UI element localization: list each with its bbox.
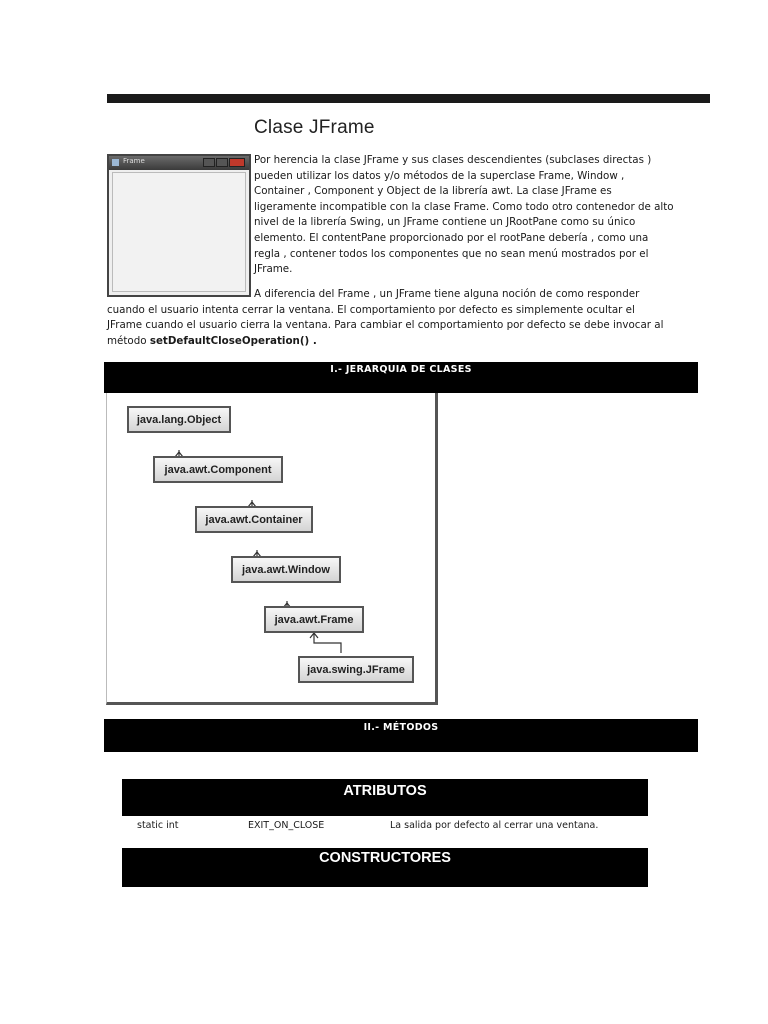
page-title: Clase JFrame — [254, 117, 375, 138]
section-header-methods: II.- MÉTODOS — [104, 719, 698, 752]
minimize-icon — [203, 158, 215, 167]
hierarchy-node: java.awt.Window — [231, 556, 341, 583]
window-title: Frame — [123, 157, 145, 165]
table-row — [122, 816, 648, 848]
attribute-name: EXIT_ON_CLOSE — [248, 820, 325, 831]
table-header-attributes: ATRIBUTOS — [343, 783, 427, 799]
hierarchy-node: java.lang.Object — [127, 406, 231, 433]
attribute-type: static int — [137, 820, 179, 831]
close-behavior-paragraph — [107, 287, 667, 349]
top-rule — [107, 94, 710, 103]
class-hierarchy-diagram — [106, 393, 438, 705]
intro-paragraph: Por herencia la clase JFrame y sus clases descendientes (subclases directas ) pueden utilizar los datos y/o métodos de la superclase Frame, Window , Container , Component y Object de la librería awt. La clase JFrame es ligeramente incompatible con la clase Frame. Como todo otro contenedor de alto nivel de la librería Swing, un JFrame contiene un JRootPane como su único elemento. El contentPane proporcionado por el rootPane debería , como una regla , contener todos los componentes que no sean menú mostrados por el JFrame. — [254, 154, 674, 276]
window-titlebar — [109, 156, 249, 170]
hierarchy-node: java.swing.JFrame — [298, 656, 414, 683]
attributes-table — [122, 779, 648, 887]
hierarchy-node: java.awt.Component — [153, 456, 283, 483]
attribute-description: La salida por defecto al cerrar una ventana. — [390, 820, 599, 831]
hierarchy-node: java.awt.Frame — [264, 606, 364, 633]
close-icon — [229, 158, 245, 167]
section-header-hierarchy: I.- JERARQUIA DE CLASES — [104, 362, 698, 393]
hierarchy-node: java.awt.Container — [195, 506, 313, 533]
app-icon — [112, 159, 119, 166]
maximize-icon — [216, 158, 228, 167]
window-content-area — [112, 172, 246, 292]
method-name: setDefaultCloseOperation() . — [149, 334, 317, 347]
table-header-constructors: CONSTRUCTORES — [319, 850, 451, 866]
close-behavior-text: A diferencia del Frame , un JFrame tiene alguna noción de como responder cuando el usuario intenta cerrar la ventana. El comportamiento por defecto es simplemente ocultar el JFrame cuando el usuario cierra la ventana. Para cambiar el comportamiento por defecto se debe invocar al método — [107, 288, 664, 347]
jframe-window-image — [107, 154, 251, 297]
